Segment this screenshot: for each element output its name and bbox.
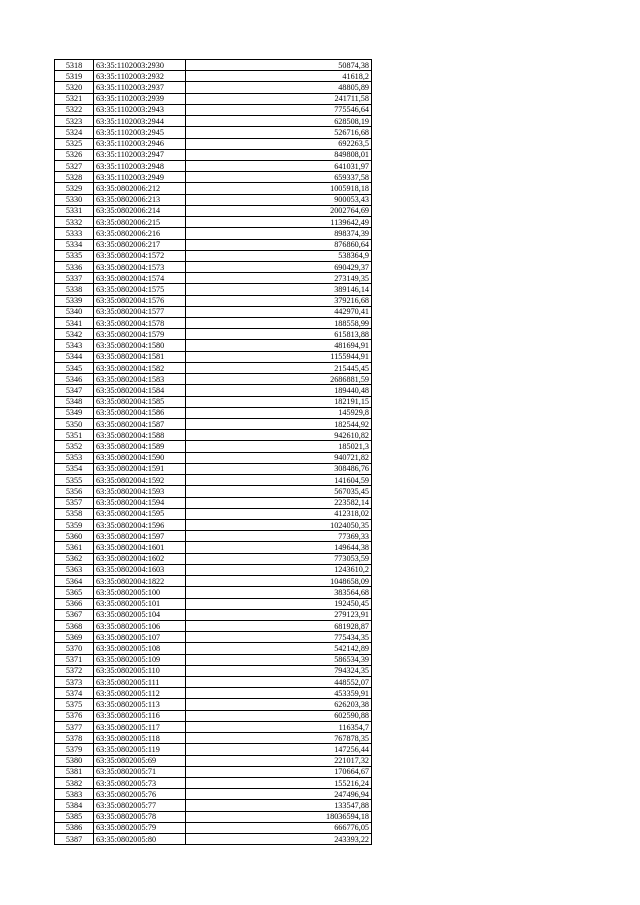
value-cell: 628508,19: [186, 116, 372, 127]
row-number-cell: 5375: [55, 699, 94, 710]
cadastral-number-cell: 63:35:0802005:106: [94, 620, 186, 631]
value-cell: 900053,43: [186, 194, 372, 205]
value-cell: 626203,38: [186, 699, 372, 710]
value-cell: 773053,59: [186, 553, 372, 564]
value-cell: 1048658,09: [186, 576, 372, 587]
value-cell: 241711,58: [186, 93, 372, 104]
value-cell: 942610,82: [186, 430, 372, 441]
row-number-cell: 5368: [55, 620, 94, 631]
value-cell: 188558,99: [186, 318, 372, 329]
cadastral-number-cell: 63:35:0802005:79: [94, 822, 186, 833]
table-row: [55, 93, 372, 104]
value-cell: 145929,8: [186, 407, 372, 418]
cadastral-number-cell: 63:35:0802006:216: [94, 228, 186, 239]
value-cell: 379216,68: [186, 295, 372, 306]
value-cell: 383564,68: [186, 587, 372, 598]
row-number-cell: 5371: [55, 654, 94, 665]
value-cell: 182191,15: [186, 396, 372, 407]
row-number-cell: 5360: [55, 531, 94, 542]
table-row: [55, 419, 372, 430]
row-number-cell: 5350: [55, 419, 94, 430]
value-cell: 50874,38: [186, 60, 372, 71]
cadastral-number-cell: 63:35:0802004:1584: [94, 385, 186, 396]
row-number-cell: 5319: [55, 71, 94, 82]
table-row: [55, 205, 372, 216]
value-cell: 586534,39: [186, 654, 372, 665]
cadastral-number-cell: 63:35:0802005:112: [94, 688, 186, 699]
row-number-cell: 5355: [55, 475, 94, 486]
value-cell: 666776,05: [186, 822, 372, 833]
cadastral-number-cell: 63:35:1102003:2948: [94, 160, 186, 171]
row-number-cell: 5322: [55, 104, 94, 115]
cadastral-number-cell: 63:35:0802004:1586: [94, 407, 186, 418]
value-cell: 898374,39: [186, 228, 372, 239]
value-cell: 794324,35: [186, 665, 372, 676]
table-row: [55, 463, 372, 474]
row-number-cell: 5321: [55, 93, 94, 104]
row-number-cell: 5379: [55, 744, 94, 755]
cadastral-number-cell: 63:35:0802005:104: [94, 609, 186, 620]
cadastral-number-cell: 63:35:1102003:2930: [94, 60, 186, 71]
value-cell: 690429,37: [186, 261, 372, 272]
cadastral-number-cell: 63:35:0802006:214: [94, 205, 186, 216]
table-row: [55, 183, 372, 194]
table-row: [55, 665, 372, 676]
row-number-cell: 5376: [55, 710, 94, 721]
row-number-cell: 5339: [55, 295, 94, 306]
cadastral-number-cell: 63:35:1102003:2945: [94, 127, 186, 138]
table-row: [55, 643, 372, 654]
row-number-cell: 5340: [55, 306, 94, 317]
value-cell: 170664,67: [186, 766, 372, 777]
table-row: [55, 475, 372, 486]
cadastral-number-cell: 63:35:0802004:1573: [94, 261, 186, 272]
table-row: [55, 60, 372, 71]
table-row: [55, 766, 372, 777]
cadastral-number-cell: 63:35:0802005:78: [94, 811, 186, 822]
cadastral-number-cell: 63:35:0802006:213: [94, 194, 186, 205]
table-row: [55, 778, 372, 789]
cadastral-number-cell: 63:35:0802005:111: [94, 677, 186, 688]
cadastral-number-cell: 63:35:0802005:80: [94, 834, 186, 845]
cadastral-number-cell: 63:35:0802004:1603: [94, 564, 186, 575]
row-number-cell: 5357: [55, 497, 94, 508]
value-cell: 389146,14: [186, 284, 372, 295]
table-row: [55, 160, 372, 171]
row-number-cell: 5386: [55, 822, 94, 833]
table-row: [55, 576, 372, 587]
table-row: [55, 284, 372, 295]
table-body: [55, 60, 372, 845]
value-cell: 641031,97: [186, 160, 372, 171]
value-cell: 116354,7: [186, 721, 372, 732]
row-number-cell: 5372: [55, 665, 94, 676]
row-number-cell: 5387: [55, 834, 94, 845]
value-cell: 279123,91: [186, 609, 372, 620]
value-cell: 308486,76: [186, 463, 372, 474]
row-number-cell: 5366: [55, 598, 94, 609]
row-number-cell: 5324: [55, 127, 94, 138]
table-row: [55, 710, 372, 721]
cadastral-number-cell: 63:35:0802005:108: [94, 643, 186, 654]
cadastral-number-cell: 63:35:0802004:1572: [94, 250, 186, 261]
table-row: [55, 172, 372, 183]
row-number-cell: 5318: [55, 60, 94, 71]
cadastral-number-cell: 63:35:0802004:1574: [94, 273, 186, 284]
row-number-cell: 5367: [55, 609, 94, 620]
cadastral-number-cell: 63:35:0802005:113: [94, 699, 186, 710]
row-number-cell: 5356: [55, 486, 94, 497]
table-row: [55, 385, 372, 396]
table-row: [55, 374, 372, 385]
value-cell: 48805,89: [186, 82, 372, 93]
cadastral-number-cell: 63:35:0802004:1583: [94, 374, 186, 385]
table-row: [55, 542, 372, 553]
row-number-cell: 5348: [55, 396, 94, 407]
row-number-cell: 5353: [55, 452, 94, 463]
cadastral-number-cell: 63:35:0802006:212: [94, 183, 186, 194]
table-row: [55, 677, 372, 688]
table-row: [55, 396, 372, 407]
cadastral-number-cell: 63:35:1102003:2947: [94, 149, 186, 160]
value-cell: 273149,35: [186, 273, 372, 284]
row-number-cell: 5335: [55, 250, 94, 261]
cadastral-number-cell: 63:35:0802005:119: [94, 744, 186, 755]
table-row: [55, 531, 372, 542]
row-number-cell: 5374: [55, 688, 94, 699]
cadastral-number-cell: 63:35:1102003:2949: [94, 172, 186, 183]
table-row: [55, 340, 372, 351]
cadastral-number-cell: 63:35:0802005:76: [94, 789, 186, 800]
cadastral-number-cell: 63:35:0802005:110: [94, 665, 186, 676]
cadastral-number-cell: 63:35:0802005:118: [94, 733, 186, 744]
table-row: [55, 800, 372, 811]
table-row: [55, 104, 372, 115]
table-row: [55, 116, 372, 127]
cadastral-number-cell: 63:35:1102003:2944: [94, 116, 186, 127]
value-cell: 442970,41: [186, 306, 372, 317]
table-row: [55, 407, 372, 418]
row-number-cell: 5320: [55, 82, 94, 93]
table-row: [55, 553, 372, 564]
table-row: [55, 688, 372, 699]
row-number-cell: 5365: [55, 587, 94, 598]
table-row: [55, 295, 372, 306]
value-cell: 221017,32: [186, 755, 372, 766]
row-number-cell: 5325: [55, 138, 94, 149]
value-cell: 681928,87: [186, 620, 372, 631]
table-row: [55, 138, 372, 149]
cadastral-number-cell: 63:35:0802005:107: [94, 632, 186, 643]
table-row: [55, 452, 372, 463]
cadastral-number-cell: 63:35:0802005:100: [94, 587, 186, 598]
table-row: [55, 699, 372, 710]
row-number-cell: 5351: [55, 430, 94, 441]
value-cell: 215445,45: [186, 362, 372, 373]
table-row: [55, 149, 372, 160]
cadastral-number-cell: 63:35:0802005:71: [94, 766, 186, 777]
table-row: [55, 654, 372, 665]
table-row: [55, 486, 372, 497]
table-row: [55, 217, 372, 228]
row-number-cell: 5333: [55, 228, 94, 239]
value-cell: 567035,45: [186, 486, 372, 497]
cadastral-number-cell: 63:35:0802004:1581: [94, 351, 186, 362]
value-cell: 147256,44: [186, 744, 372, 755]
value-cell: 481694,91: [186, 340, 372, 351]
row-number-cell: 5380: [55, 755, 94, 766]
value-cell: 182544,92: [186, 419, 372, 430]
value-cell: 189440,48: [186, 385, 372, 396]
value-cell: 133547,88: [186, 800, 372, 811]
cadastral-number-cell: 63:35:1102003:2937: [94, 82, 186, 93]
table-row: [55, 609, 372, 620]
cadastral-number-cell: 63:35:0802005:117: [94, 721, 186, 732]
value-cell: 149644,38: [186, 542, 372, 553]
value-cell: 602590,88: [186, 710, 372, 721]
table-row: [55, 273, 372, 284]
row-number-cell: 5364: [55, 576, 94, 587]
row-number-cell: 5377: [55, 721, 94, 732]
row-number-cell: 5363: [55, 564, 94, 575]
value-cell: 247496,94: [186, 789, 372, 800]
value-cell: 2002764,69: [186, 205, 372, 216]
value-cell: 615813,88: [186, 329, 372, 340]
row-number-cell: 5323: [55, 116, 94, 127]
value-cell: 775546,64: [186, 104, 372, 115]
row-number-cell: 5337: [55, 273, 94, 284]
cadastral-number-cell: 63:35:0802004:1576: [94, 295, 186, 306]
table-row: [55, 306, 372, 317]
value-cell: 155216,24: [186, 778, 372, 789]
table-row: [55, 194, 372, 205]
value-cell: 192450,45: [186, 598, 372, 609]
table-row: [55, 441, 372, 452]
value-cell: 876860,64: [186, 239, 372, 250]
value-cell: 692263,5: [186, 138, 372, 149]
table-row: [55, 632, 372, 643]
value-cell: 940721,82: [186, 452, 372, 463]
cadastral-number-cell: 63:35:0802005:101: [94, 598, 186, 609]
row-number-cell: 5347: [55, 385, 94, 396]
row-number-cell: 5369: [55, 632, 94, 643]
value-cell: 1005918,18: [186, 183, 372, 194]
table-row: [55, 744, 372, 755]
table-row: [55, 250, 372, 261]
table-row: [55, 733, 372, 744]
cadastral-number-cell: 63:35:0802005:109: [94, 654, 186, 665]
table-row: [55, 755, 372, 766]
value-cell: 659337,58: [186, 172, 372, 183]
value-cell: 141604,59: [186, 475, 372, 486]
cadastral-number-cell: 63:35:0802004:1580: [94, 340, 186, 351]
cadastral-number-cell: 63:35:0802004:1590: [94, 452, 186, 463]
row-number-cell: 5385: [55, 811, 94, 822]
cadastral-number-cell: 63:35:0802004:1592: [94, 475, 186, 486]
row-number-cell: 5358: [55, 508, 94, 519]
cadastral-number-cell: 63:35:0802004:1591: [94, 463, 186, 474]
table-row: [55, 822, 372, 833]
table-row: [55, 318, 372, 329]
row-number-cell: 5326: [55, 149, 94, 160]
table-row: [55, 587, 372, 598]
value-cell: 243393,22: [186, 834, 372, 845]
table-row: [55, 789, 372, 800]
table-row: [55, 261, 372, 272]
cadastral-number-cell: 63:35:0802004:1578: [94, 318, 186, 329]
cadastral-number-cell: 63:35:0802005:116: [94, 710, 186, 721]
value-cell: 538364,9: [186, 250, 372, 261]
cadastral-number-cell: 63:35:0802004:1595: [94, 508, 186, 519]
row-number-cell: 5328: [55, 172, 94, 183]
cadastral-number-cell: 63:35:0802004:1582: [94, 362, 186, 373]
cadastral-number-cell: 63:35:0802006:217: [94, 239, 186, 250]
table-row: [55, 228, 372, 239]
table-row: [55, 721, 372, 732]
cadastral-number-cell: 63:35:0802004:1602: [94, 553, 186, 564]
value-cell: 526716,68: [186, 127, 372, 138]
row-number-cell: 5373: [55, 677, 94, 688]
table-row: [55, 329, 372, 340]
row-number-cell: 5341: [55, 318, 94, 329]
cadastral-number-cell: 63:35:0802004:1601: [94, 542, 186, 553]
row-number-cell: 5383: [55, 789, 94, 800]
value-cell: 448552,07: [186, 677, 372, 688]
row-number-cell: 5329: [55, 183, 94, 194]
cadastral-number-cell: 63:35:0802005:77: [94, 800, 186, 811]
table-row: [55, 620, 372, 631]
cadastral-number-cell: 63:35:1102003:2939: [94, 93, 186, 104]
value-cell: 1139642,49: [186, 217, 372, 228]
cadastral-number-cell: 63:35:0802005:73: [94, 778, 186, 789]
row-number-cell: 5354: [55, 463, 94, 474]
row-number-cell: 5330: [55, 194, 94, 205]
cadastral-number-cell: 63:35:1102003:2932: [94, 71, 186, 82]
table-row: [55, 564, 372, 575]
row-number-cell: 5381: [55, 766, 94, 777]
cadastral-number-cell: 63:35:0802004:1587: [94, 419, 186, 430]
cadastral-number-cell: 63:35:0802004:1596: [94, 519, 186, 530]
value-cell: 2686881,59: [186, 374, 372, 385]
value-cell: 412318,02: [186, 508, 372, 519]
cadastral-number-cell: 63:35:0802004:1597: [94, 531, 186, 542]
table-row: [55, 811, 372, 822]
row-number-cell: 5327: [55, 160, 94, 171]
cadastral-number-cell: 63:35:0802005:69: [94, 755, 186, 766]
table-row: [55, 430, 372, 441]
value-cell: 453359,91: [186, 688, 372, 699]
value-cell: 1155944,91: [186, 351, 372, 362]
row-number-cell: 5334: [55, 239, 94, 250]
row-number-cell: 5343: [55, 340, 94, 351]
row-number-cell: 5352: [55, 441, 94, 452]
row-number-cell: 5378: [55, 733, 94, 744]
cadastral-number-cell: 63:35:1102003:2943: [94, 104, 186, 115]
value-cell: 223582,14: [186, 497, 372, 508]
cadastral-number-cell: 63:35:0802006:215: [94, 217, 186, 228]
value-cell: 775434,35: [186, 632, 372, 643]
row-number-cell: 5370: [55, 643, 94, 654]
row-number-cell: 5382: [55, 778, 94, 789]
cadastral-number-cell: 63:35:0802004:1822: [94, 576, 186, 587]
row-number-cell: 5344: [55, 351, 94, 362]
table-row: [55, 71, 372, 82]
value-cell: 18036594,18: [186, 811, 372, 822]
table-row: [55, 598, 372, 609]
value-cell: 767878,35: [186, 733, 372, 744]
table-row: [55, 508, 372, 519]
table-row: [55, 127, 372, 138]
cadastral-number-cell: 63:35:0802004:1593: [94, 486, 186, 497]
table-row: [55, 362, 372, 373]
row-number-cell: 5332: [55, 217, 94, 228]
data-table: [54, 59, 372, 845]
value-cell: 185021,3: [186, 441, 372, 452]
row-number-cell: 5359: [55, 519, 94, 530]
row-number-cell: 5345: [55, 362, 94, 373]
cadastral-number-cell: 63:35:0802004:1579: [94, 329, 186, 340]
cadastral-number-cell: 63:35:0802004:1588: [94, 430, 186, 441]
cadastral-number-cell: 63:35:0802004:1577: [94, 306, 186, 317]
value-cell: 77369,33: [186, 531, 372, 542]
table-row: [55, 834, 372, 845]
row-number-cell: 5346: [55, 374, 94, 385]
row-number-cell: 5384: [55, 800, 94, 811]
row-number-cell: 5361: [55, 542, 94, 553]
table-row: [55, 497, 372, 508]
table-row: [55, 82, 372, 93]
row-number-cell: 5342: [55, 329, 94, 340]
cadastral-number-cell: 63:35:0802004:1594: [94, 497, 186, 508]
table-row: [55, 239, 372, 250]
value-cell: 542142,89: [186, 643, 372, 654]
cadastral-number-cell: 63:35:0802004:1585: [94, 396, 186, 407]
row-number-cell: 5336: [55, 261, 94, 272]
row-number-cell: 5331: [55, 205, 94, 216]
row-number-cell: 5338: [55, 284, 94, 295]
row-number-cell: 5362: [55, 553, 94, 564]
cadastral-number-cell: 63:35:0802004:1575: [94, 284, 186, 295]
cadastral-number-cell: 63:35:1102003:2946: [94, 138, 186, 149]
value-cell: 849808,01: [186, 149, 372, 160]
value-cell: 1243610,2: [186, 564, 372, 575]
table-row: [55, 519, 372, 530]
row-number-cell: 5349: [55, 407, 94, 418]
cadastral-number-cell: 63:35:0802004:1589: [94, 441, 186, 452]
value-cell: 41618,2: [186, 71, 372, 82]
table-row: [55, 351, 372, 362]
value-cell: 1024050,35: [186, 519, 372, 530]
